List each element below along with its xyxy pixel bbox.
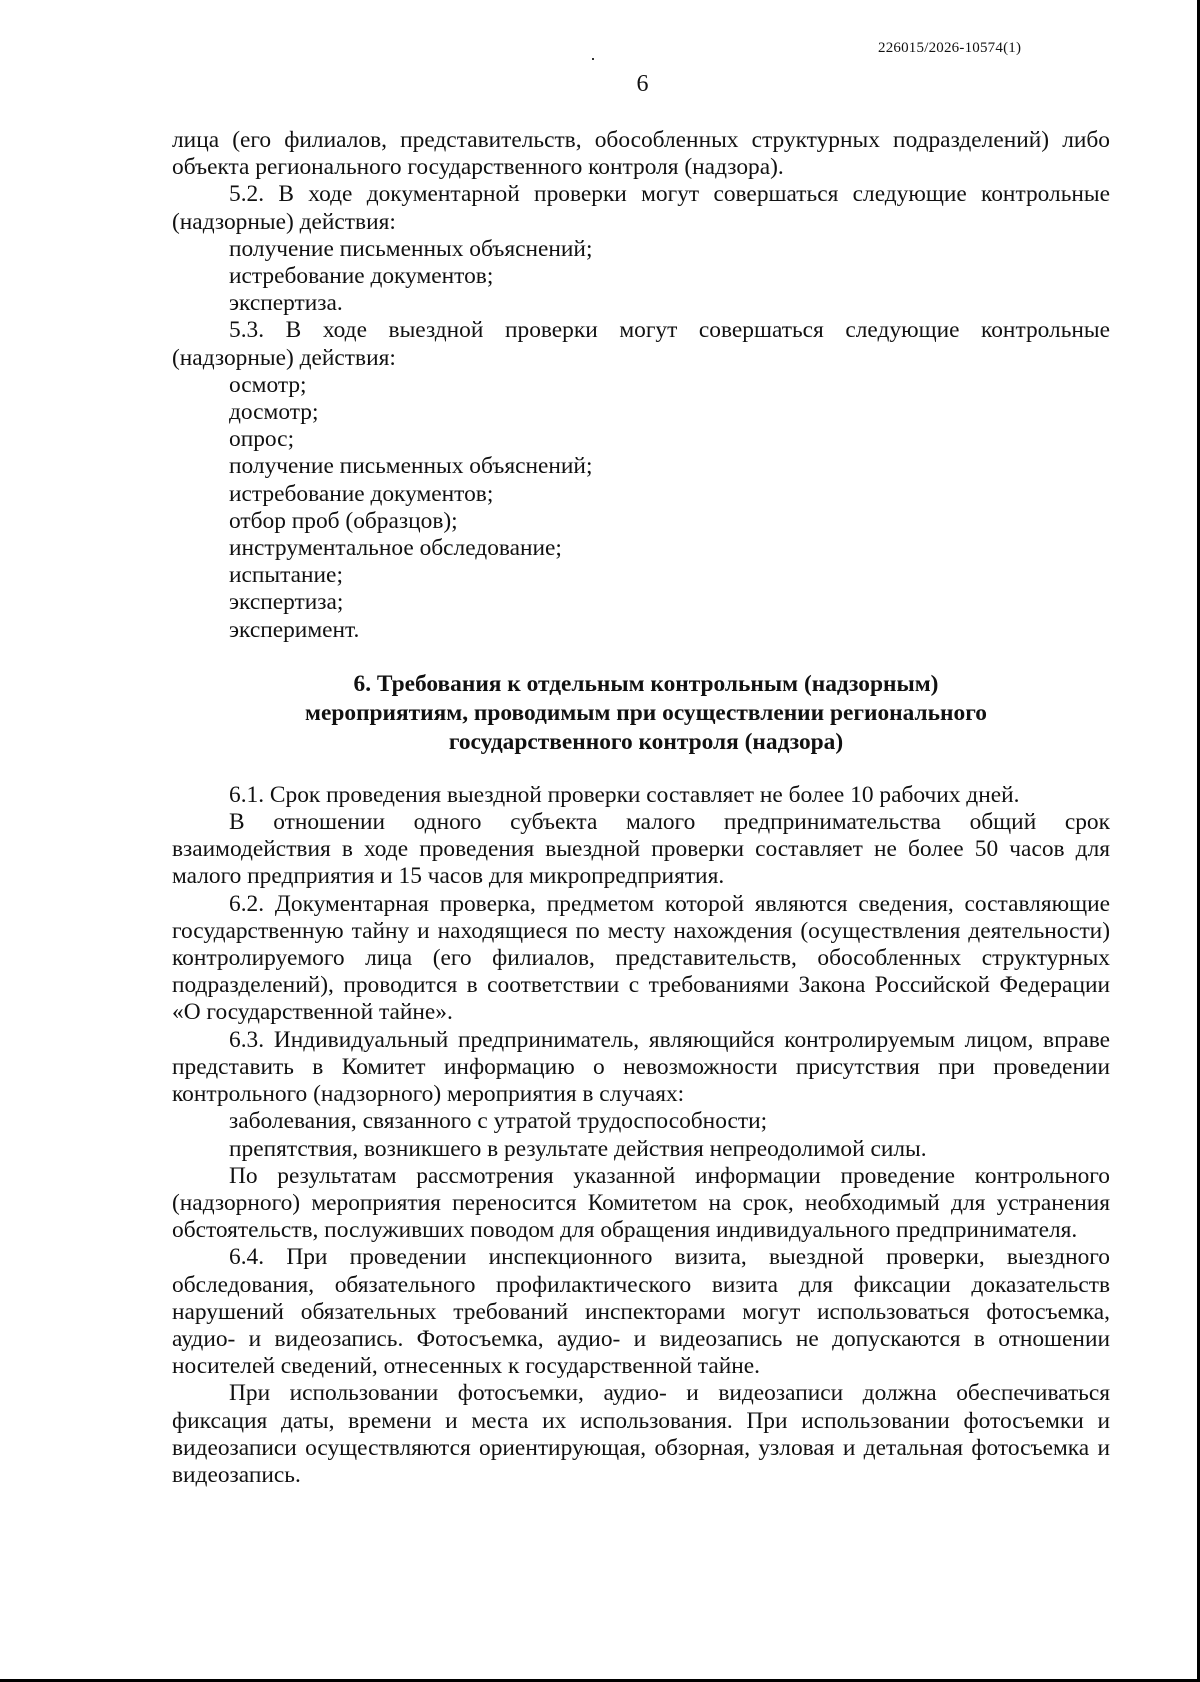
document-body: [172, 127, 1110, 1489]
paragraph-6-1: 6.1. Срок проведения выездной проверки составляет не более 10 рабочих дней.: [229, 781, 1020, 808]
list-item: досмотр;: [229, 399, 319, 426]
list-item: инструментальное обследование;: [229, 535, 562, 562]
page-number: 6: [636, 71, 649, 97]
scan-speck: [592, 58, 594, 60]
paragraph-6-3: 6.3. Индивидуальный предприниматель, являющийся контролируемым лицом, вправе представить в Комитет информацию о невозможности присутствия при проведении контрольного (надзорного) мероприятия в случаях:: [172, 1026, 1110, 1108]
paragraph-continuation: лица (его филиалов, представительств, обособленных структурных подразделений) либо объекта регионального государственного контроля (надзора).: [172, 127, 1110, 181]
list-item: экспертиза;: [229, 589, 344, 616]
list-item: отбор проб (образцов);: [229, 507, 458, 534]
list-item: опрос;: [229, 426, 295, 453]
list-item: эксперимент.: [229, 616, 360, 643]
paragraph-6-2: 6.2. Документарная проверка, предметом которой являются сведения, составляющие государственную тайну и находящиеся по месту нахождения (осуществления деятельности) контролируемого лица (его филиалов, представительств, обособленных структурных подразделений), проводится в соответствии с требованиями Закона Российской Федерации «О государственной тайне».: [172, 890, 1110, 1026]
paragraph-5-2: 5.2. В ходе документарной проверки могут совершаться следующие контрольные (надзорные) действия:: [172, 181, 1110, 235]
list-item: истребование документов;: [229, 263, 494, 290]
list-item: истребование документов;: [229, 480, 494, 507]
section-heading-line: мероприятиям, проводимым при осуществлении регионального: [305, 699, 987, 726]
list-item: заболевания, связанного с утратой трудоспособности;: [229, 1108, 768, 1135]
list-item: осмотр;: [229, 371, 307, 398]
section-heading-line: 6. Требования к отдельным контрольным (надзорным): [353, 670, 939, 697]
paragraph-6-4: 6.4. При проведении инспекционного визита, выездной проверки, выездного обследования, обязательного профилактического визита для фиксации доказательств нарушений обязательных требований инспекторами могут использоваться фотосъемка, аудио- и видеозапись. Фотосъемка, аудио- и видеозапись не допускаются в отношении носителей сведений, отнесенных к государственной тайне.: [172, 1244, 1110, 1380]
list-item: получение письменных объяснений;: [229, 235, 593, 262]
document-number: 226015/2026-10574(1): [878, 40, 1022, 56]
paragraph-6-4-continued: При использовании фотосъемки, аудио- и видеозаписи должна обеспечиваться фиксация даты, времени и места их использования. При использовании фотосъемки и видеозаписи осуществляются ориентирующая, обзорная, узловая и детальная фотосъемка и видеозапись.: [172, 1380, 1110, 1488]
list-item: испытание;: [229, 562, 343, 589]
paragraph-6-3-continued: По результатам рассмотрения указанной информации проведение контрольного (надзорного) мероприятия переносится Комитетом на срок, необходимый для устранения обстоятельств, послуживших поводом для обращения индивидуального предпринимателя.: [172, 1162, 1110, 1244]
paragraph-6-1-continued: В отношении одного субъекта малого предпринимательства общий срок взаимодействия в ходе проведения выездной проверки составляет не более 50 часов для малого предприятия и 15 часов для микропредприятия.: [172, 809, 1110, 890]
paragraph-5-3: 5.3. В ходе выездной проверки могут совершаться следующие контрольные (надзорные) действия:: [172, 317, 1110, 371]
list-item: препятствия, возникшего в результате действия непреодолимой силы.: [229, 1135, 927, 1162]
list-item: получение письменных объяснений;: [229, 453, 593, 480]
section-heading-line: государственного контроля (надзора): [448, 728, 844, 755]
section-heading: [172, 670, 1110, 757]
list-item: экспертиза.: [229, 290, 343, 317]
